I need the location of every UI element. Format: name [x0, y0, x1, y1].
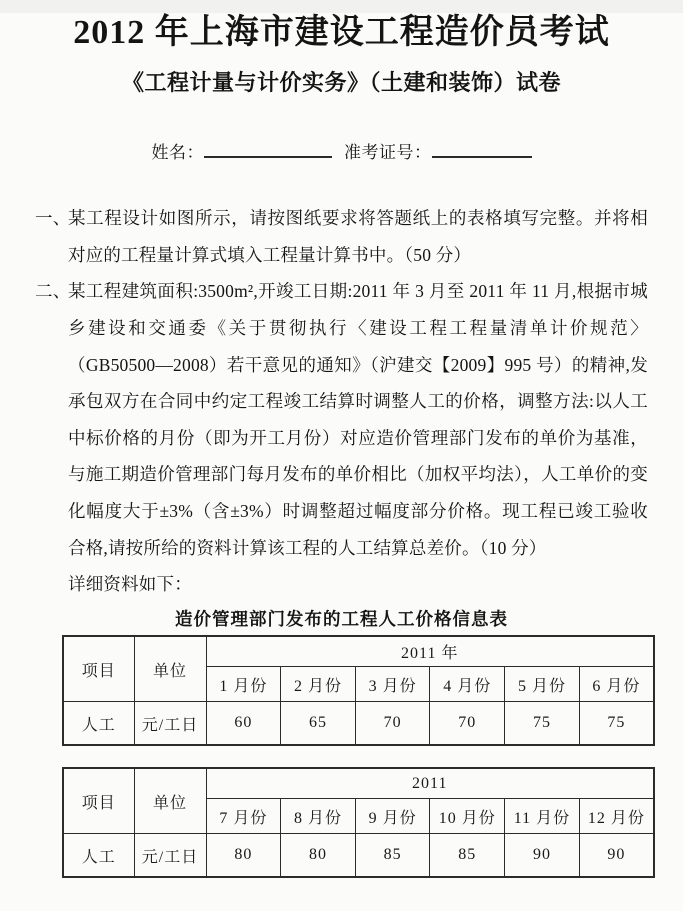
month-header-cell: 11 月份: [505, 799, 580, 834]
month-header-cell: 2 月份: [281, 667, 356, 702]
price-value-cell: 65: [281, 702, 356, 745]
exam-id-label: 准考证号：: [344, 143, 432, 163]
question-2: [35, 273, 648, 566]
price-value-cell: 60: [206, 702, 281, 745]
exam-body: [35, 200, 648, 603]
month-header-cell: 5 月份: [505, 667, 580, 702]
table-row: [63, 702, 654, 745]
price-value-cell: 90: [505, 834, 580, 877]
month-header-cell: 6 月份: [579, 667, 654, 702]
exam-subtitle: 《工程计量与计价实务》（土建和装饰）试卷: [121, 69, 561, 95]
month-header-cell: 9 月份: [355, 799, 430, 834]
detail-note: 详细资料如下：: [68, 574, 192, 595]
price-value-cell: 80: [206, 834, 281, 877]
price-value-cell: 70: [355, 702, 430, 745]
price-value-cell: 85: [430, 834, 505, 877]
table-row: [63, 768, 654, 799]
question-1-text: 某工程设计如图所示，请按图纸要求将答题纸上的表格填写完整。并将相对应的工程量计算式填入工程量计算书中。（50 分）: [68, 208, 648, 265]
row-item-cell: 人工: [63, 834, 134, 877]
item-header-cell: 项目: [63, 636, 134, 702]
row-item-cell: 人工: [63, 702, 134, 745]
question-2-text: 某工程建筑面积:3500m²,开竣工日期:2011 年 3 月至 2011 年 11 月,根据市城乡建设和交通委《关于贯彻执行〈建设工程工程量清单计价规范〉（GB50500—2008）若干意见的通知》（沪建交【2009】995 号）的精神,发承包双方在合同中约定工程竣工结算时调整人工的价格，调整方法:以人工中标价格的月份（即为开工月份）对应造价管理部门发布的单价为基准，与施工期造价管理部门每月发布的单价相比（加权平均法），人工单价的变化幅度大于±3%（含±3%）时调整超过幅度部分价格。现工程已竣工验收合格,请按所给的资料计算该工程的人工结算总差价。（10 分）: [68, 281, 648, 558]
question-1: [35, 200, 648, 273]
month-header-cell: 3 月份: [355, 667, 430, 702]
price-value-cell: 75: [505, 702, 580, 745]
unit-header-cell: 单位: [134, 768, 206, 834]
question-1-number: 一、: [35, 208, 71, 229]
price-value-cell: 80: [281, 834, 356, 877]
item-header-cell: 项目: [63, 768, 134, 834]
candidate-info-line: [0, 138, 683, 163]
price-value-cell: 90: [579, 834, 654, 877]
labor-price-table-jul-dec: [62, 767, 655, 878]
year-header-cell: 2011 年: [206, 636, 654, 667]
month-header-cell: 10 月份: [430, 799, 505, 834]
month-header-cell: 7 月份: [206, 799, 281, 834]
year-header-cell: 2011: [206, 768, 654, 799]
table-title: 造价管理部门发布的工程人工价格信息表: [175, 608, 508, 629]
row-unit-cell: 元/工日: [134, 702, 206, 745]
price-value-cell: 75: [579, 702, 654, 745]
exam-title: 2012 年上海市建设工程造价员考试: [73, 14, 610, 51]
row-unit-cell: 元/工日: [134, 834, 206, 877]
price-value-cell: 85: [355, 834, 430, 877]
question-2-number: 二、: [35, 281, 71, 302]
table-row: [63, 834, 654, 877]
exam-paper-page: [0, 13, 683, 911]
labor-price-table-jan-jun: [62, 635, 655, 746]
month-header-cell: 4 月份: [430, 667, 505, 702]
name-label: 姓名：: [151, 143, 204, 163]
month-header-cell: 1 月份: [206, 667, 281, 702]
name-blank-line: [204, 143, 332, 158]
month-header-cell: 8 月份: [281, 799, 356, 834]
table-row: [63, 636, 654, 667]
month-header-cell: 12 月份: [579, 799, 654, 834]
unit-header-cell: 单位: [134, 636, 206, 702]
price-value-cell: 70: [430, 702, 505, 745]
exam-id-blank-line: [432, 143, 532, 158]
